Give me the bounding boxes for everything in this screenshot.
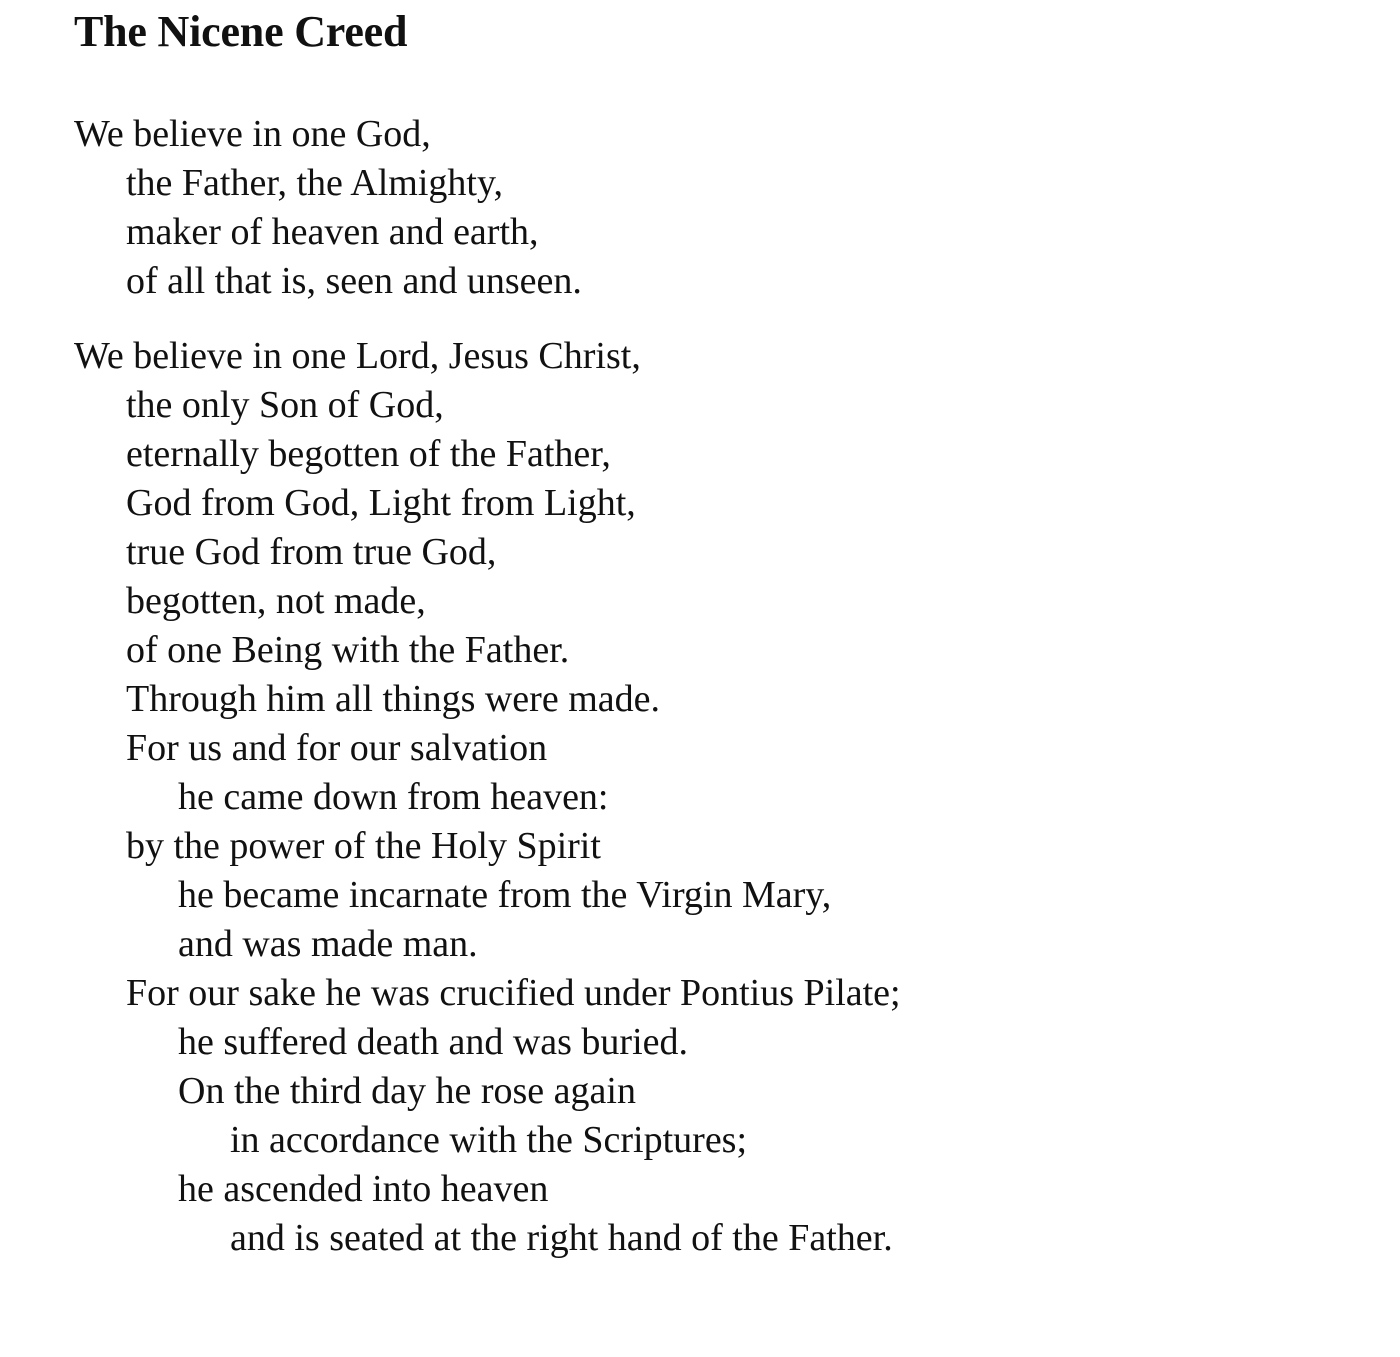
- creed-line: the Father, the Almighty,: [126, 162, 504, 204]
- creed-line: Through him all things were made.: [126, 678, 660, 720]
- creed-line: he came down from heaven:: [178, 776, 609, 818]
- creed-line: he became incarnate from the Virgin Mary,: [178, 874, 832, 916]
- creed-line: by the power of the Holy Spirit: [126, 825, 601, 867]
- creed-line: We believe in one Lord, Jesus Christ,: [74, 335, 641, 377]
- creed-line: he ascended into heaven: [178, 1168, 549, 1210]
- creed-line: true God from true God,: [126, 531, 497, 573]
- stanza-second: [74, 332, 1360, 1263]
- stanza-first: [74, 110, 1360, 306]
- creed-line: and is seated at the right hand of the Father.: [230, 1217, 893, 1259]
- creed-line: maker of heaven and earth,: [126, 211, 539, 253]
- page-title: The Nicene Creed: [74, 7, 408, 56]
- document-page: [74, 0, 1360, 1263]
- creed-line: the only Son of God,: [126, 384, 444, 426]
- creed-line: and was made man.: [178, 923, 478, 965]
- creed-line: of all that is, seen and unseen.: [126, 260, 582, 302]
- creed-line: begotten, not made,: [126, 580, 426, 622]
- creed-line: On the third day he rose again: [178, 1070, 636, 1112]
- creed-line: eternally begotten of the Father,: [126, 433, 611, 475]
- creed-line: For us and for our salvation: [126, 727, 548, 769]
- creed-line: We believe in one God,: [74, 113, 431, 155]
- creed-line: of one Being with the Father.: [126, 629, 570, 671]
- creed-line: God from God, Light from Light,: [126, 482, 636, 524]
- creed-line: he suffered death and was buried.: [178, 1021, 688, 1063]
- creed-line: For our sake he was crucified under Pontius Pilate;: [126, 972, 901, 1014]
- creed-line: in accordance with the Scriptures;: [230, 1119, 748, 1161]
